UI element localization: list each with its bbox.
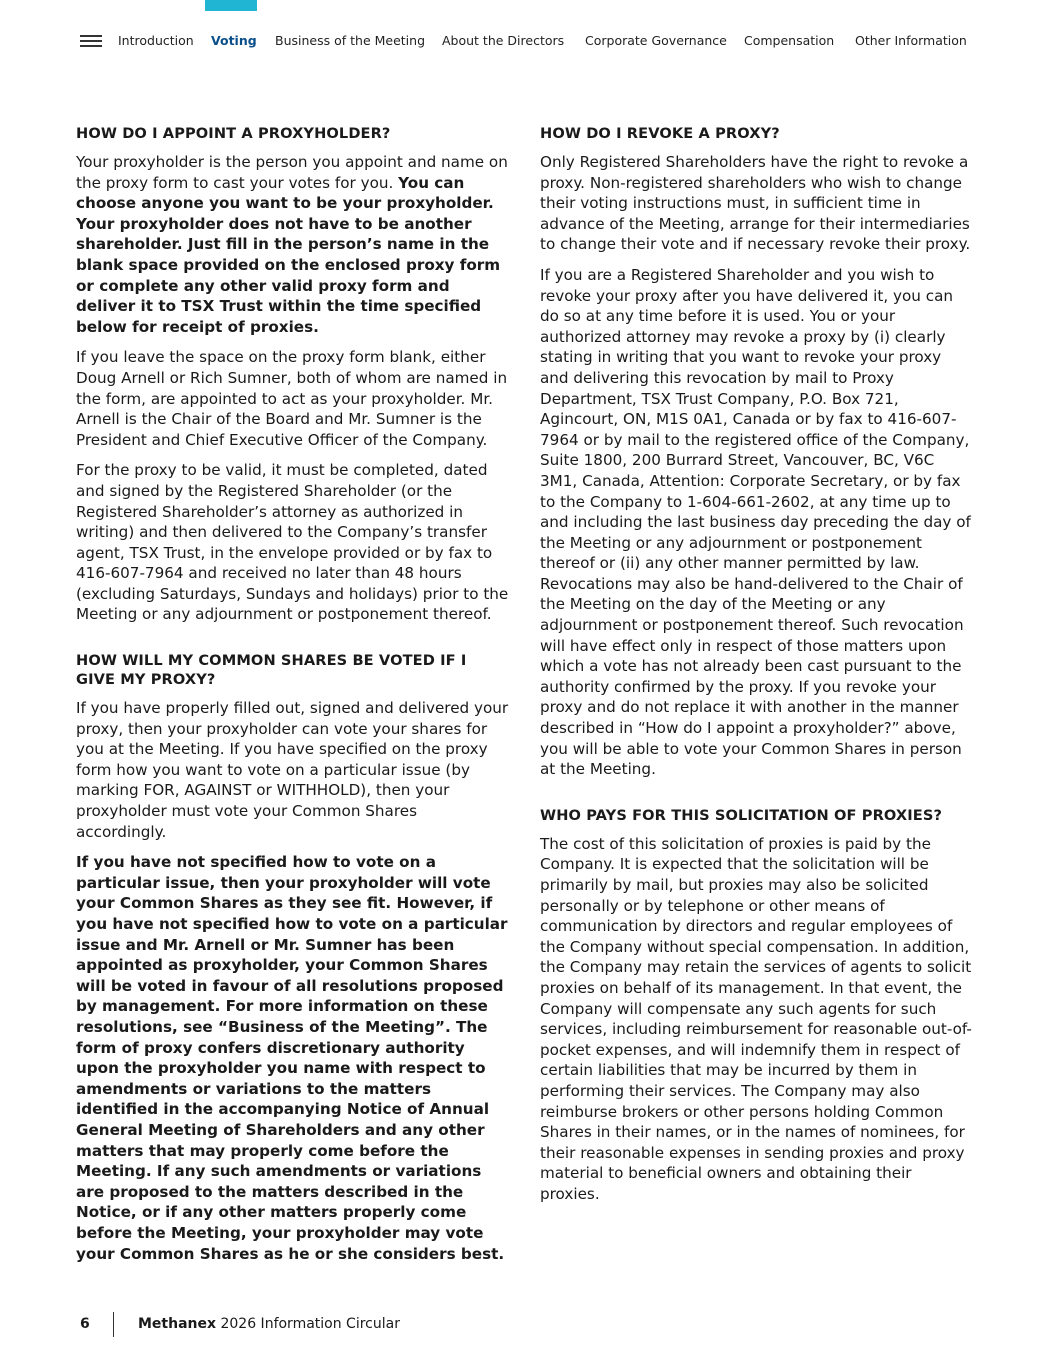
nav-voting[interactable]: Voting: [211, 33, 257, 48]
proxyholder-definition-bold: You can choose anyone you want to be your proxyholder. Your proxyholder does not have to be another shareholder. Just fill in the person’s name in the blank space provided on the enclosed proxy form or complete any other valid proxy form and deliver it to TSX Trust within the time specified below for receipt of proxies.: [76, 173, 501, 336]
heading-appoint-proxyholder: HOW DO I APPOINT A PROXYHOLDER?: [76, 125, 391, 142]
active-section-indicator: [205, 0, 257, 11]
paragraph-proxy-validity: For the proxy to be valid, it must be completed, dated and signed by the Registered Shareholder (or the Registered Shareholder’s attorney as authorized in writing) and then delivered to the Company’s transfer agent, TSX Trust, in the envelope provided or by fax to 416-607-7964 and received no later than 48 hours (excluding Saturdays, Sundays and holidays) prior to the Meeting or any adjournment or postponement thereof.: [76, 461, 509, 624]
unspecified-voting-bold: If you have not specified how to vote on a particular issue, then your proxyholder will vote your Common Shares as they see fit. However, if you have not specified how to vote on a particular issue and Mr. Arnell or Mr. Sumner has been appointed as proxyholder, your Common Shares will be voted in favour of all resolutions proposed by management. For more information on these resolutions, see “Business of the Meeting”. The form of proxy confers discretionary authority upon the proxyholder you name with respect to amendments or variations to the matters identified in the accompanying Notice of Annual General Meeting of Shareholders and any other matters that may properly come before the Meeting. If any such amendments or variations are proposed to the matters described in the Notice, or if any other matters properly come before the Meeting, your proxyholder may vote your Common Shares as he or she considers best.: [76, 853, 508, 1263]
footer-divider: [113, 1312, 114, 1337]
paragraph-solicitation-costs: The cost of this solicitation of proxies is paid by the Company. It is expected that the solicitation will be primarily by mail, but proxies may also be solicited personally or by telephone or other means of communication by directors and regular employees of the Company without special compensation. In addition, the Company may retain the services of agents to solicit proxies on behalf of its management. In that event, the Company will compensate any such agents for such services, including reimbursement for reasonable out-of-pocket expenses, and will indemnify them in respect of certain liabilities that may be incurred by them in performing their services. The Company may also reimburse brokers or other persons holding Common Shares in their names, or in the names of nominees, for their reasonable expenses in sending proxies and proxy material to beneficial owners and obtaining their proxies.: [540, 834, 972, 1203]
document-title: [138, 1316, 400, 1332]
paragraph-revoke-rights: Only Registered Shareholders have the right to revoke a proxy. Non-registered shareholders who wish to change their voting instructions must, in sufficient time in advance of the Meeting, arrange for their intermediaries to change their vote and if necessary revoke their proxy.: [540, 153, 971, 254]
paragraph-blank-space: If you leave the space on the proxy form blank, either Doug Arnell or Rich Sumner, both of whom are named in the form, are appointed to act as your proxyholder. Mr. Arnell is the Chair of the Board and Mr. Sumner is the President and Chief Executive Officer of the Company.: [76, 348, 508, 449]
page-number: 6: [80, 1316, 90, 1332]
left-column: [76, 124, 510, 1274]
nav-about-the-directors[interactable]: About the Directors: [442, 33, 565, 48]
right-column: [540, 124, 974, 1215]
heading-solicitation-costs: WHO PAYS FOR THIS SOLICITATION OF PROXIES?: [540, 806, 943, 824]
proxyholder-definition-text: Your proxyholder is the person you appoint and name on the proxy form to cast your votes for you.: [76, 153, 508, 192]
document-title-text: 2026 Information Circular: [216, 1316, 400, 1332]
hamburger-menu-icon[interactable]: [80, 35, 102, 49]
paragraph-unspecified-voting: [76, 852, 510, 1264]
heading-revoke-proxy: HOW DO I REVOKE A PROXY?: [540, 125, 780, 142]
paragraph-proxy-voting: If you have properly filled out, signed and delivered your proxy, then your proxyholder can vote your shares for you at the Meeting. If you have specified on the proxy form how you want to vote on a particular issue (by marking FOR, AGAINST or WITHHOLD), then your proxyholder must vote your Common Shares accordingly.: [76, 699, 509, 841]
nav-business-of-the-meeting[interactable]: Business of the Meeting: [275, 33, 425, 48]
nav-other-information[interactable]: Other Information: [855, 33, 967, 48]
brand-name: Methanex: [138, 1316, 217, 1332]
nav-corporate-governance[interactable]: Corporate Governance: [585, 33, 727, 48]
heading-how-shares-voted: HOW WILL MY COMMON SHARES BE VOTED IF I GIVE MY PROXY?: [76, 652, 467, 689]
nav-introduction[interactable]: Introduction: [118, 33, 194, 48]
paragraph-revoke-procedure: If you are a Registered Shareholder and you wish to revoke your proxy after you have delivered it, you can do so at any time before it is used. You or your authorized attorney may revoke a proxy by (i) clearly stating in writing that you want to revoke your proxy and delivering this revocation by mail to Proxy Department, TSX Trust Company, P.O. Box 721, Agincourt, ON, M1S 0A1, Canada or by fax to 416-607-7964 or by mail to the registered office of the Company, Suite 1800, 200 Burrard Street, Vancouver, BC, V6C 3M1, Canada, Attention: Corporate Secretary, or by fax to the Company to 1-604-661-2602, at any time up to and including the last business day preceding the day of the Meeting or any adjournment or postponement thereof or (ii) any other manner permitted by law. Revocations may also be hand-delivered to the Chair of the Meeting on the day of the Meeting or any adjournment or postponement thereof. Such revocation will have effect only in respect of those matters upon which a vote has not already been cast pursuant to the authority confirmed by the proxy. If you revoke your proxy and do not replace it with another in the manner described in “How do I appoint a proxyholder?” above, you will be able to vote your Common Shares in person at the Meeting.: [540, 265, 971, 779]
paragraph-proxyholder-definition: [76, 152, 510, 337]
nav-compensation[interactable]: Compensation: [744, 33, 835, 48]
